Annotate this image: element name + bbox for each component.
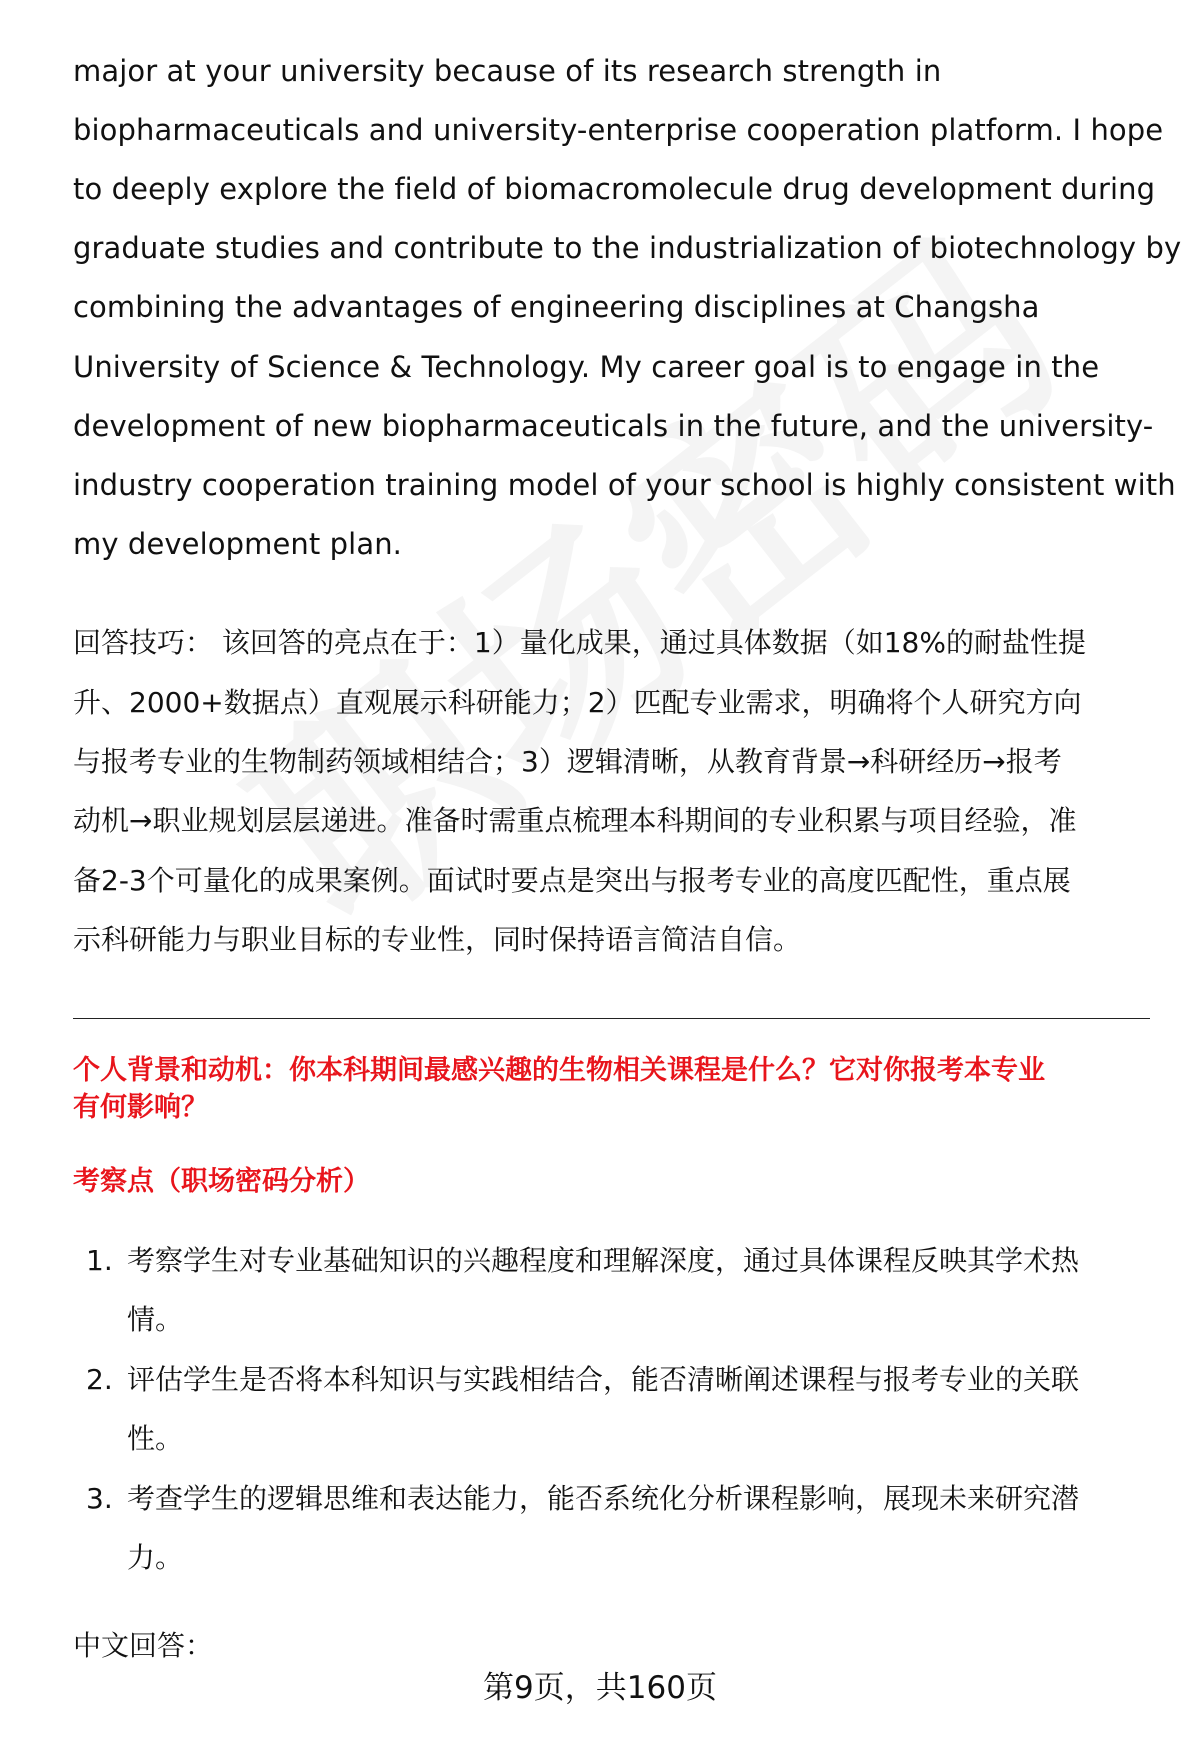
- question-line: 个人背景和动机：你本科期间最感兴趣的生物相关课程是什么？它对你报考本专业: [73, 1055, 1045, 1086]
- watermark: [180, 154, 1109, 981]
- english-answer-line: development of new biopharmaceuticals in the future, and the university-: [73, 409, 1154, 443]
- page-number-footer: 第9页，共160页: [483, 1670, 717, 1706]
- english-answer-line: industry cooperation training model of your school is highly consistent with: [73, 468, 1176, 502]
- english-answer-line: my development plan.: [73, 527, 402, 561]
- tips-line: 备2-3个可量化的成果案例。面试时要点是突出与报考专业的高度匹配性，重点展: [73, 864, 1071, 897]
- assessment-heading: 考察点（职场密码分析）: [73, 1166, 370, 1197]
- question-line: 有何影响？: [73, 1092, 208, 1123]
- list-item-line: 情。: [127, 1303, 184, 1336]
- section-divider: [73, 1018, 1150, 1019]
- tips-line: 升、2000+数据点）直观展示科研能力；2）匹配专业需求，明确将个人研究方向: [73, 686, 1082, 719]
- english-answer-line: combining the advantages of engineering disciplines at Changsha: [73, 290, 1040, 324]
- english-answer-line: University of Science & Technology. My career goal is to engage in the: [73, 350, 1100, 384]
- english-answer-line: biopharmaceuticals and university-enterprise cooperation platform. I hope: [73, 113, 1164, 147]
- chinese-answer-label: 中文回答：: [73, 1629, 214, 1662]
- list-number: 1.: [86, 1244, 113, 1277]
- tips-line: 回答技巧： 该回答的亮点在于：1）量化成果，通过具体数据（如18%的耐盐性提: [73, 626, 1086, 659]
- english-answer-line: major at your university because of its research strength in: [73, 54, 942, 88]
- english-answer-line: graduate studies and contribute to the industrialization of biotechnology by: [73, 231, 1182, 265]
- tips-line: 动机→职业规划层层递进。准备时需重点梳理本科期间的专业积累与项目经验，准: [73, 804, 1077, 837]
- list-item-line: 考查学生的逻辑思维和表达能力，能否系统化分析课程影响，展现未来研究潜: [127, 1482, 1080, 1515]
- list-number: 3.: [86, 1482, 113, 1515]
- list-item-line: 评估学生是否将本科知识与实践相结合，能否清晰阐述课程与报考专业的关联: [127, 1363, 1080, 1396]
- list-item-line: 性。: [127, 1422, 184, 1455]
- english-answer-line: to deeply explore the field of biomacromolecule drug development during: [73, 172, 1156, 206]
- tips-line: 示科研能力与职业目标的专业性，同时保持语言简洁自信。: [73, 923, 802, 956]
- tips-line: 与报考专业的生物制药领域相结合；3）逻辑清晰，从教育背景→科研经历→报考: [73, 745, 1062, 778]
- list-item-line: 力。: [127, 1541, 184, 1574]
- list-item-line: 考察学生对专业基础知识的兴趣程度和理解深度，通过具体课程反映其学术热: [127, 1244, 1080, 1277]
- list-number: 2.: [86, 1363, 113, 1396]
